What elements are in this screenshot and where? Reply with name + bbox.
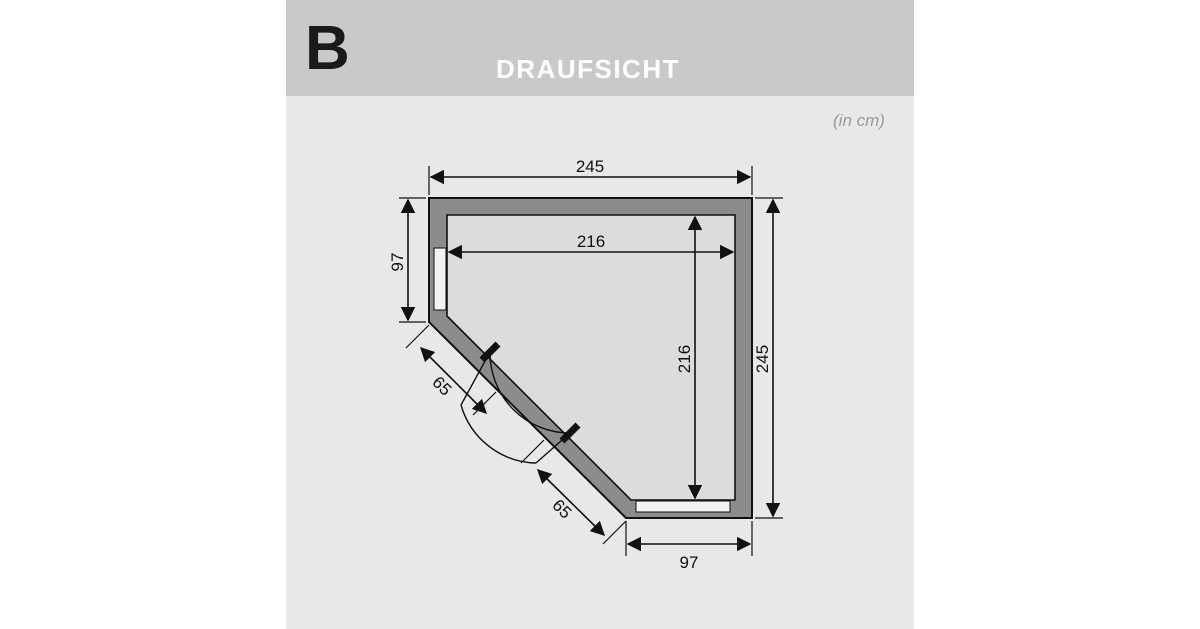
dimension-label-diagonal-upper: 65 — [428, 372, 456, 400]
dimension-label-right-depth: 245 — [753, 344, 772, 374]
dimension-label-left-wall: 97 — [388, 252, 407, 272]
dimension-label-top: 245 — [575, 157, 605, 176]
dimension-bottom-97 — [626, 521, 752, 572]
panel-title: DRAUFSICHT — [496, 54, 680, 84]
dimension-label-inner-width: 216 — [576, 232, 606, 251]
wall-accent-bottom — [636, 501, 730, 512]
unit-note: (in cm) — [833, 111, 885, 130]
dimension-right-245 — [753, 198, 783, 518]
dimension-label-inner-depth: 216 — [675, 344, 694, 374]
dimension-label-diagonal-lower: 65 — [548, 495, 576, 523]
panel-badge-letter: B — [305, 14, 349, 83]
floor-plan-drawing — [286, 0, 914, 629]
dimension-label-bottom-wall: 97 — [679, 553, 699, 572]
wall-accent-left — [434, 248, 446, 310]
dimension-top-245 — [429, 157, 752, 195]
dimension-left-97 — [388, 198, 426, 322]
